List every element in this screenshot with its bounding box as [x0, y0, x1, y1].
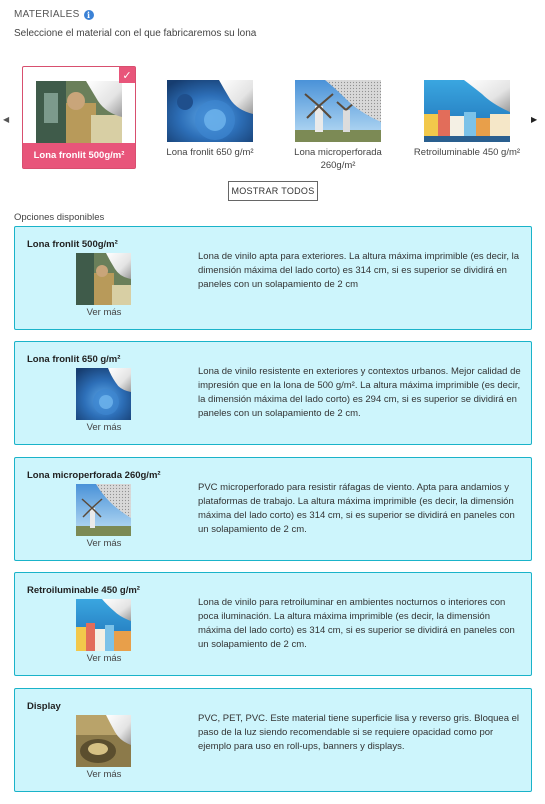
- material-option-label: Retroiluminable 450 g/m²: [413, 147, 521, 158]
- materials-header: [14, 9, 534, 39]
- arrow-right-icon[interactable]: ▶: [531, 115, 538, 124]
- see-more-link[interactable]: Ver más: [86, 653, 122, 664]
- material-option-microperforada[interactable]: [281, 66, 395, 169]
- option-card-title: Display: [27, 701, 61, 712]
- options-title: Opciones disponibles: [14, 212, 105, 223]
- material-option-label: Lona fronlit 650 g/m²: [166, 147, 254, 158]
- section-title-row: [14, 9, 534, 20]
- show-all-button[interactable]: MOSTRAR TODOS: [228, 181, 318, 201]
- fronlit-650-thumbnail: [76, 368, 131, 420]
- material-option-fronlit-650[interactable]: [153, 66, 267, 169]
- option-card-microperforada: [14, 457, 532, 561]
- microperforada-thumbnail: [76, 484, 131, 536]
- option-card-retroiluminable: [14, 572, 532, 676]
- option-card-title: Retroiluminable 450 g/m²: [27, 585, 140, 596]
- arrow-left-icon[interactable]: ◀: [3, 115, 10, 124]
- section-title: MATERIALES: [14, 9, 80, 20]
- see-more-link[interactable]: Ver más: [86, 422, 122, 433]
- option-card-description: Lona de vinilo para retroiluminar en ambientes nocturnos o interiores con poca iluminación. La altura máxima imprimible (es decir, la dimensión máxima del lado corto) es 314 cm, si es superior se dividirá en paneles con un solapamiento de 2 cm.: [198, 597, 515, 650]
- option-card-description: Lona de vinilo resistente en exteriores y contextos urbanos. Mejor calidad de impresión que en la lona de 500 g/m². La altura máxima imprimible (es decir, la dimensión máxima del lado corto) es 294 cm, si es superior se dividirá en paneles con un solapamiento de 2 cm.: [198, 366, 521, 419]
- selected-check-icon: ✓: [119, 67, 135, 83]
- retroiluminable-thumbnail: [424, 72, 510, 142]
- see-more-link[interactable]: Ver más: [86, 538, 122, 549]
- material-option-label: Lona fronlit 500g/m²: [23, 143, 135, 168]
- display-thumbnail: [76, 715, 131, 767]
- option-card-description: PVC, PET, PVC. Este material tiene superficie lisa y reverso gris. Bloquea el paso de la luz siendo recomendable si se requiere opacidad como por ejemplo para uso en roll-ups, banners y displays.: [198, 713, 520, 752]
- fronlit-500-thumbnail: [36, 73, 122, 143]
- info-icon[interactable]: i: [84, 10, 94, 20]
- option-card-display: [14, 688, 532, 792]
- material-option-fronlit-500[interactable]: [22, 66, 136, 169]
- see-more-link[interactable]: Ver más: [86, 769, 122, 780]
- option-card-title: Lona microperforada 260g/m²: [27, 470, 161, 481]
- option-card-title: Lona fronlit 650 g/m²: [27, 354, 121, 365]
- material-option-retroiluminable[interactable]: [410, 66, 524, 169]
- section-subtitle: Seleccione el material con el que fabricaremos su lona: [14, 28, 257, 39]
- material-carousel: [0, 66, 545, 176]
- fronlit-500-thumbnail: [76, 253, 131, 305]
- option-card-fronlit-650: [14, 341, 532, 445]
- material-option-label: Lona microperforada 260g/m²: [294, 147, 382, 171]
- retroiluminable-thumbnail: [76, 599, 131, 651]
- microperforada-thumbnail: [295, 72, 381, 142]
- option-card-description: Lona de vinilo apta para exteriores. La altura máxima imprimible (es decir, la dimensión máxima del lado corto) es 314 cm, si es superior se dividirá en paneles con un solapamiento de 2 cm: [198, 251, 520, 290]
- option-card-fronlit-500: [14, 226, 532, 330]
- see-more-link[interactable]: Ver más: [86, 307, 122, 318]
- option-card-title: Lona fronlit 500g/m²: [27, 239, 118, 250]
- fronlit-650-thumbnail: [167, 72, 253, 142]
- option-card-description: PVC microperforado para resistir ráfagas de viento. Apta para andamios y plataformas de trabajo. La altura máxima imprimible (es decir, la dimensión máxima del lado corto) es 314 cm, si es superior se dividirá en paneles con un solapamiento de 2 cm.: [198, 482, 515, 535]
